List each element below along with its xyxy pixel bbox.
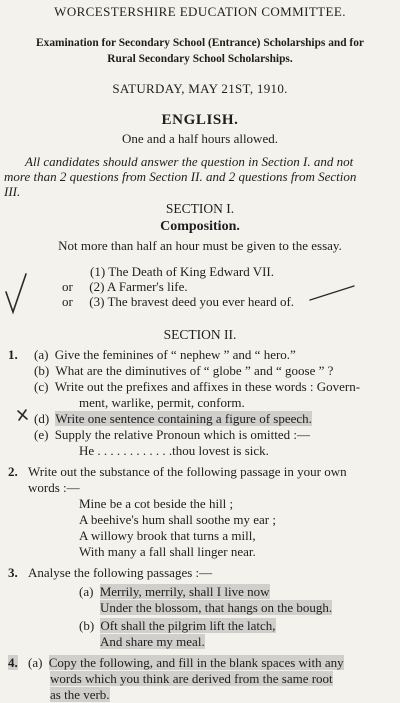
exam-title-line2: Rural Secondary School Scholarships. [107, 53, 293, 65]
question-2-text1: Write out the substance of the following passage in your own [28, 464, 347, 479]
instructions-line2: more than 2 questions from Section II. and 2 questions from Section [4, 169, 357, 184]
exam-title-line1: Examination for Secondary School (Entrance) Scholarships and for [36, 37, 364, 49]
question-3b: (b) Oft shall the pilgrim lift the latch, [79, 618, 276, 633]
check-mark-icon [2, 270, 32, 320]
essay-option-3: or (3) The bravest deed you ever heard of. [62, 294, 295, 309]
instructions-line3: III. [4, 184, 21, 199]
committee-heading: WORCESTERSHIRE EDUCATION COMMITTEE. [54, 4, 346, 19]
section1-title: SECTION I. [165, 201, 235, 216]
poem-line: A beehive's hum shall soothe my ear ; [79, 512, 276, 527]
poem-line: With many a fall shall linger near. [79, 544, 256, 559]
question-4a-line3: as the verb. [50, 687, 110, 702]
subject-title: ENGLISH. [161, 112, 239, 128]
question-4a-line2: words which you think are derived from the same root [50, 671, 333, 686]
question-3b-line2: And share my meal. [100, 634, 205, 649]
question-3a: (a) Merrily, merrily, shall I live now [79, 584, 270, 599]
question-1c: (c) Write out the prefixes and affixes in these words : Govern- [34, 379, 361, 394]
question-1-number: 1. [8, 347, 18, 362]
instructions-line1: All candidates should answer the question in Section I. and not [25, 154, 354, 169]
question-3a-line2: Under the blossom, that hangs on the bough. [100, 600, 333, 615]
question-3-number: 3. [8, 565, 18, 580]
question-2-text2: words :— [28, 480, 80, 495]
question-1c-cont: ment, warlike, permit, conform. [79, 395, 245, 410]
x-mark-icon [16, 408, 30, 422]
essay-option-1: (1) The Death of King Edward VII. [90, 264, 275, 279]
section2-title: SECTION II. [163, 327, 237, 342]
question-4a: (a) Copy the following, and fill in the blank spaces with any [28, 655, 344, 670]
essay-option-2: or (2) A Farmer's life. [62, 279, 188, 294]
exam-date: SATURDAY, MAY 21ST, 1910. [112, 81, 288, 96]
question-1e: (e) Supply the relative Pronoun which is omitted :— [34, 427, 310, 442]
pencil-stroke-icon [308, 284, 358, 304]
section1-subtitle: Composition. [160, 219, 240, 234]
question-1e-example: He . . . . . . . . . . . .thou lovest is sick. [79, 443, 269, 458]
question-1d: (d) Write one sentence containing a figure of speech. [34, 411, 312, 426]
question-1a: (a) Give the feminines of “ nephew ” and “ hero.” [34, 347, 296, 362]
question-4-number: 4. [8, 655, 18, 670]
poem-line: A willowy brook that turns a mill, [79, 528, 256, 543]
section1-note: Not more than half an hour must be given to the essay. [58, 238, 342, 253]
question-1b: (b) What are the diminutives of “ globe ” and “ goose ” ? [34, 363, 334, 378]
question-2-number: 2. [8, 464, 18, 479]
question-3-text: Analyse the following passages :— [28, 565, 213, 580]
time-allowed: One and a half hours allowed. [122, 131, 278, 146]
poem-line: Mine be a cot beside the hill ; [79, 496, 234, 511]
